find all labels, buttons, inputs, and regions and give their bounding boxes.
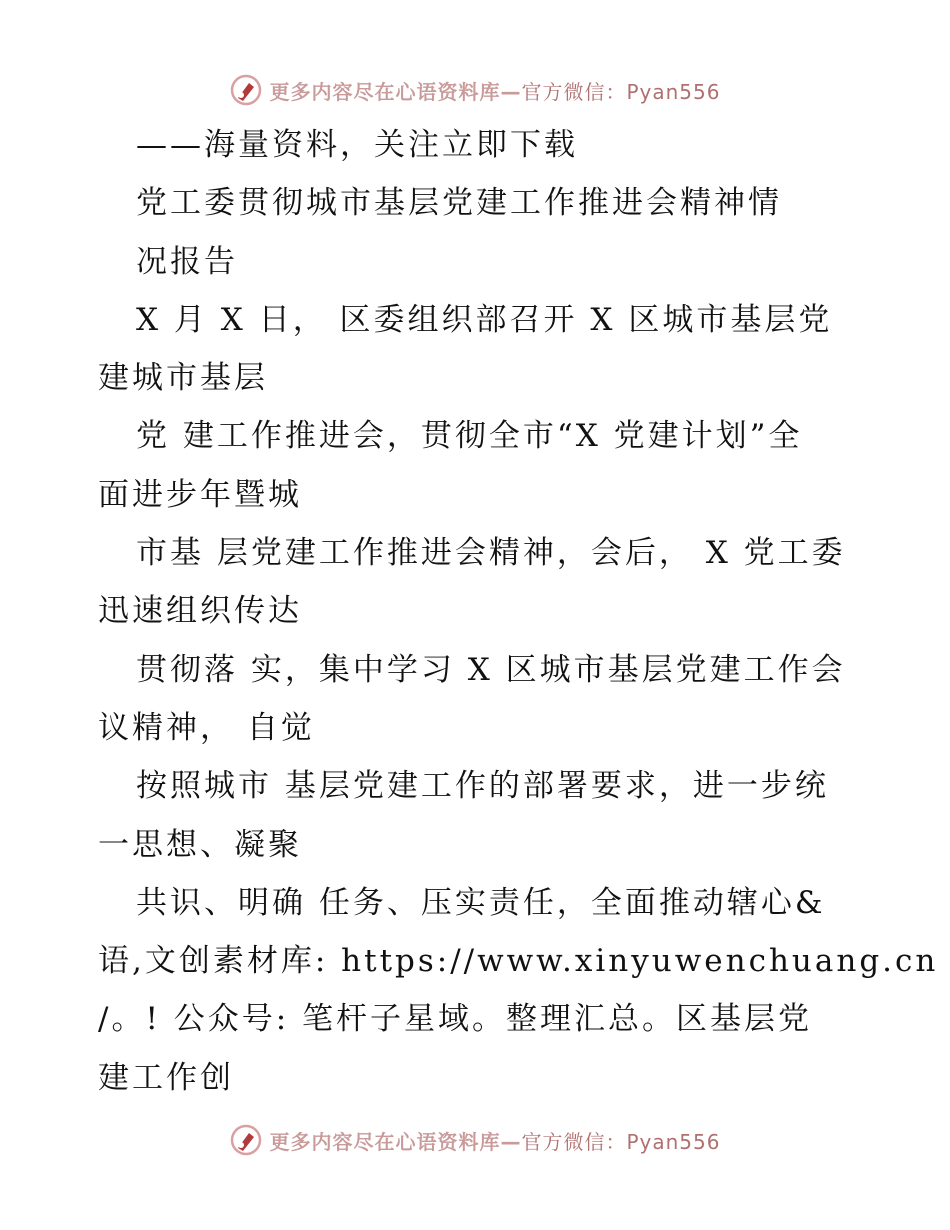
text-line: 迅速组织传达 <box>98 593 302 630</box>
pen-nib-logo-icon <box>229 1123 263 1157</box>
document-title-line: 况报告 <box>136 243 238 280</box>
text-line: 共识、明确 任务、压实责任，全面推动辖心& <box>136 884 826 921</box>
document-title-line: 党工委贯彻城市基层党建工作推进会精神情 <box>136 185 782 222</box>
banner-text: 更多内容尽在心语资料库—官方微信：Pyan556 <box>269 1129 721 1154</box>
header-banner <box>0 70 950 110</box>
text-line: ——海量资料，关注立即下载 <box>136 127 578 163</box>
text-line: 建城市基层 <box>98 360 268 397</box>
text-line: /。! 公众号: 笔杆子星域。整理汇总。区基层党 <box>98 1001 813 1038</box>
text-line: 一思想、凝聚 <box>98 826 302 863</box>
document-body <box>98 116 939 1107</box>
text-line: 面进步年暨城 <box>98 476 302 513</box>
wechat-id: 官方微信：Pyan556 <box>521 1129 721 1154</box>
text-line: 语,文创素材库: https://www.xinyuwenchuang.cn <box>98 943 939 980</box>
footer-banner <box>0 1120 950 1160</box>
banner-text: 更多内容尽在心语资料库—官方微信：Pyan556 <box>269 79 721 104</box>
wechat-id: 官方微信：Pyan556 <box>521 79 721 104</box>
text-line: 建工作创 <box>98 1059 234 1096</box>
text-line: 党 建工作推进会，贯彻全市“X 党建计划”全 <box>136 418 803 455</box>
text-line: 市基 层党建工作推进会精神，会后， X 党工委 <box>136 535 846 572</box>
text-line: 议精神， 自觉 <box>98 709 315 746</box>
text-line: 贯彻落 实，集中学习 X 区城市基层党建工作会 <box>136 651 846 688</box>
text-line: 按照城市 基层党建工作的部署要求，进一步统 <box>136 768 829 805</box>
pen-nib-logo-icon <box>229 73 263 107</box>
text-line: X 月 X 日， 区委组织部召开 X 区城市基层党 <box>136 301 833 338</box>
